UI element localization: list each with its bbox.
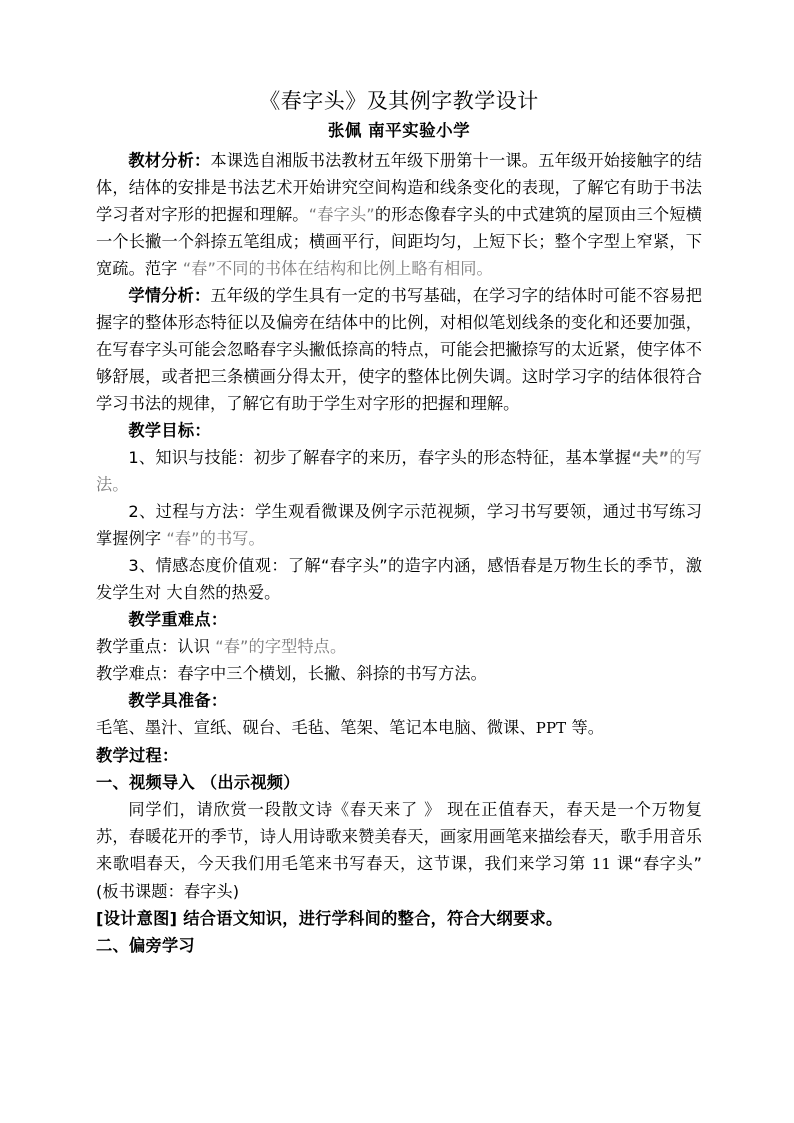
heading-teaching-tools: 教学具准备：	[128, 691, 228, 710]
objective-1-quote: “夫”	[631, 448, 670, 467]
label-teaching-material-analysis: 教材分析：	[128, 151, 211, 170]
design-intent-note: [设计意图] 结合语文知识，进行学科间的整合，符合大纲要求。	[96, 909, 563, 928]
heading-step-two-radical-study: 二、偏旁学习	[96, 936, 195, 955]
quote-chunzitou: “春字头”	[308, 205, 375, 224]
teaching-tools-text-before: 毛笔、墨汁、宣纸、砚台、毛毡、笔架、笔记本电脑、微课、	[96, 718, 536, 737]
text-student-analysis: 五年级的学生具有一定的书写基础，在学习字的结体时可能不容易把握字的整体形态特征以及偏旁在结体中的比例，对相似笔划线条的变化和还要加强，在写春字头可能会忽略春字头撇低捺高的特点，可能会把撇捺写的太近紧，使字体不够舒展，或者把三条横画分得太开，使字的整体比例失调。这时学习字的结体很符合学习书法的规律，了解它有助于学生对字形的把握和理解。	[96, 286, 703, 413]
key-point-quote: “春”	[215, 637, 249, 656]
objective-2-text-before: 2、过程与方法：学生观看微课及例字示范视频，学习书写要领，通过书写练习掌握例字	[96, 502, 702, 548]
document-content	[96, 86, 702, 959]
objective-2-quote: “春”	[166, 529, 200, 548]
key-point-label: 教学重点：认识	[96, 637, 216, 656]
teaching-tools-list	[96, 714, 702, 742]
objective-1-text-before: 1、知识与技能：初步了解春字的来历，春字头的形态特征，基本掌握	[128, 448, 632, 467]
objective-item-1	[96, 444, 702, 498]
lesson-number: 11	[591, 855, 611, 873]
text-teaching-material-analysis-part1: 本课选自湘版书法教材五年级下册第十一课。五年级开始接触字的结体，结体的安排是书法艺术开始讲究空间构造和线条变化的表现，了解它有助于书法学习者对字形的把握和理解。	[96, 151, 703, 224]
teaching-tools-ppt: PPT	[535, 719, 567, 737]
text-teaching-material-analysis-part3: 不同的书体在结构和比例上略有相同。	[215, 259, 493, 278]
heading-teaching-process: 教学过程：	[96, 746, 179, 765]
paragraph-teaching-material-analysis	[96, 147, 702, 282]
key-point-tail: 的字型特点。	[248, 637, 347, 656]
text-teaching-material-analysis-part2: 的形态像春字头的中式建筑的屋顶由三个短横一个长撇一个斜捺五笔组成；横画平行，间距均匀，上短下长；整个字型上窄紧，下宽疏。范字	[96, 205, 702, 278]
objective-1-text-after: 的写法。	[96, 448, 703, 494]
objective-2-text-after: 的书写。	[199, 529, 265, 548]
step-one-text-after: 课“春字头”(板书课题：春字头)	[96, 854, 702, 901]
objective-item-2	[96, 498, 702, 552]
page-title: 《春字头》及其例字教学设计	[259, 89, 539, 113]
heading-step-one-video-intro: 一、视频导入 （出示视频）	[96, 773, 300, 792]
heading-teaching-objectives: 教学目标：	[128, 421, 211, 440]
difficult-point-line: 教学难点：春字中三个横划，长撇、斜捺的书写方法。	[96, 664, 487, 683]
teaching-tools-text-after: 等。	[566, 718, 605, 737]
quote-chun-1: “春”	[182, 259, 216, 278]
objective-item-3	[96, 552, 702, 606]
key-point-line	[96, 633, 702, 660]
paragraph-student-analysis	[96, 282, 702, 417]
step-one-text-before: 同学们，请欣赏一段散文诗《春天来了 》 现在正值春天，春天是一个万物复苏，春暖花开的季节，诗人用诗歌来赞美春天，画家用画笔来描绘春天，歌手用音乐来歌唱春天，今天我们用毛笔来书写春天，这节课，我们来学习第	[96, 800, 702, 873]
author-line: 张佩 南平实验小学	[327, 121, 471, 140]
objective-3-text-before: 3、情感态度价值观：了解“春字头”的造字内涵，感悟春是万物生长的季节，激发学生对 大自然的热爱。	[96, 556, 702, 602]
paragraph-step-one-body	[96, 796, 702, 905]
heading-key-difficult-points: 教学重难点：	[128, 610, 228, 629]
label-student-analysis: 学情分析：	[128, 286, 211, 305]
